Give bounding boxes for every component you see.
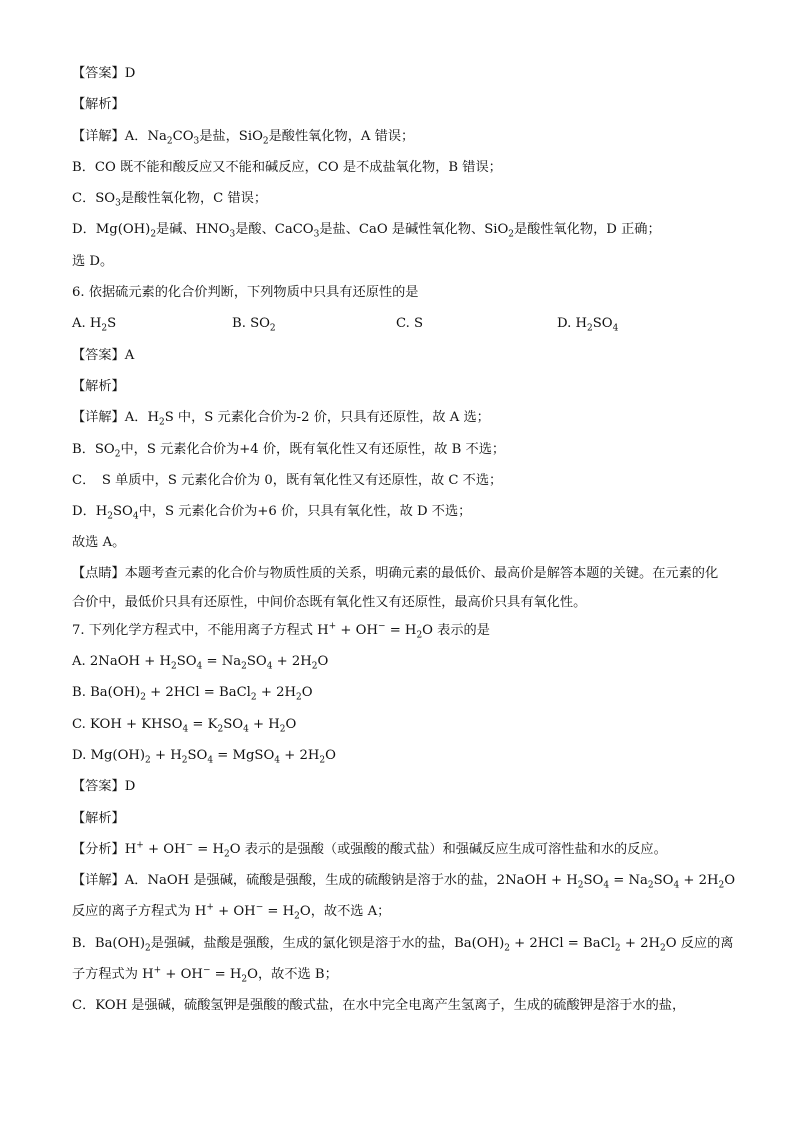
analysis-label: 【解析】 <box>72 378 125 394</box>
detail-line-a: 【详解】A．$Na_2CO_3$是盐，SiO$_2$是酸性氧化物，A 错误； <box>72 128 415 147</box>
detail-line-a: 【详解】A．NaOH 是强碱，硫酸是强酸，生成的硫酸钠是溶于水的盐，2NaOH + $H_2SO_4 = Na_2SO_4 + 2H_2O$ <box>72 873 736 891</box>
detail-line-c: C． S 单质中，S 元素化合价为 0，既有氧化性又有还原性，故 C 不选； <box>72 472 503 488</box>
analysis-line: 【分析】$H^+ + OH^- = H_2O$ 表示的是强酸（或强酸的酸式盐）和强碱反应生成可溶性盐和水的反应。 <box>72 840 667 860</box>
option-a: A. 2NaOH + $H_2SO_4 = Na_2SO_4 + 2H_2O$ <box>72 654 329 672</box>
detail-line-b-cont: 子方程式为 $H^+ + OH^- = H_2O$，故不选 B； <box>72 965 338 985</box>
detail-line-c: C．KOH 是强碱，硫酸氢钾是强酸的酸式盐，在水中完全电离产生氢离子，生成的硫酸钾是溶于水的盐， <box>72 998 686 1014</box>
option-c: C. S <box>396 316 424 332</box>
detail-line-d: D．$Mg(OH)_2$是碱、$HNO_3$是酸、CaCO$_3$是盐、CaO 是碱性氧化物、SiO$_2$是酸性氧化物，D 正确； <box>72 222 661 241</box>
question-6: 6. 依据硫元素的化合价判断，下列物质中只具有还原性的是 <box>72 285 419 301</box>
analysis-label: 【解析】 <box>72 810 125 826</box>
option-d: D. $H_2SO_4$ <box>557 316 619 335</box>
remark-paragraph: 【点睛】本题考查元素的化合价与物质性质的关系，明确元素的最低价、最高价是解答本题的关键。在元素的化合价中，最低价只具有还原性，中间价态既有氧化性又有还原性，最高价只具有氧化性。 <box>72 565 719 610</box>
option-a: A. $H_2S$ <box>72 316 117 335</box>
answer-label: 【答案】D <box>72 66 136 81</box>
detail-line-c: C．$SO_3$是酸性氧化物，C 错误； <box>72 191 268 209</box>
option-b: B. $SO_2$ <box>232 316 276 335</box>
answer-label: 【答案】D <box>72 779 136 795</box>
question-7: 7. 下列化学方程式中，不能用离子方程式 $H^+ + OH^- = H_2O$ 表示的是 <box>72 621 490 641</box>
choice-line: 故选 A。 <box>72 535 126 551</box>
detail-line-d: D．$H_2SO_4$中，S 元素化合价为+6 价，只具有氧化性，故 D 不选； <box>72 504 472 522</box>
detail-line-a-cont: 反应的离子方程式为 $H^+ + OH^- = H_2O$，故不选 A； <box>72 903 391 923</box>
detail-line-b: B．$SO_2$中，S 元素化合价为+4 价，既有氧化性又有还原性，故 B 不选； <box>72 441 506 460</box>
question-6-options <box>72 312 722 343</box>
detail-line-b: B．$Ba(OH)_2$是强碱，盐酸是强酸，生成的氯化钡是溶于水的盐，$Ba(OH)_2 + 2HCl$ = BaCl$_2$ + $2H_2O$ 反应的离 <box>72 935 734 954</box>
detail-line-a: 【详解】A．$H_2S$ 中，S 元素化合价为-2 价，只具有还原性，故 A 选； <box>72 410 490 428</box>
document-page <box>72 62 736 1026</box>
choice-line: 选 D。 <box>72 253 114 269</box>
option-d: D. $Mg(OH)_2 + H_2SO_4$ = MgSO$_4$ + $2H_2O$ <box>72 747 336 766</box>
analysis-label: 【解析】 <box>72 97 125 113</box>
option-b: B. $Ba(OH)_2 + 2HCl$ = BaCl$_2$ + $2H_2O$ <box>72 685 313 703</box>
option-c: C. KOH + $KHSO_4 = K_2SO_4 + H_2O$ <box>72 716 297 735</box>
answer-label: 【答案】A <box>72 347 135 363</box>
detail-line-b: B．CO 既不能和酸反应又不能和碱反应，CO 是不成盐氧化物，B 错误； <box>72 159 502 175</box>
